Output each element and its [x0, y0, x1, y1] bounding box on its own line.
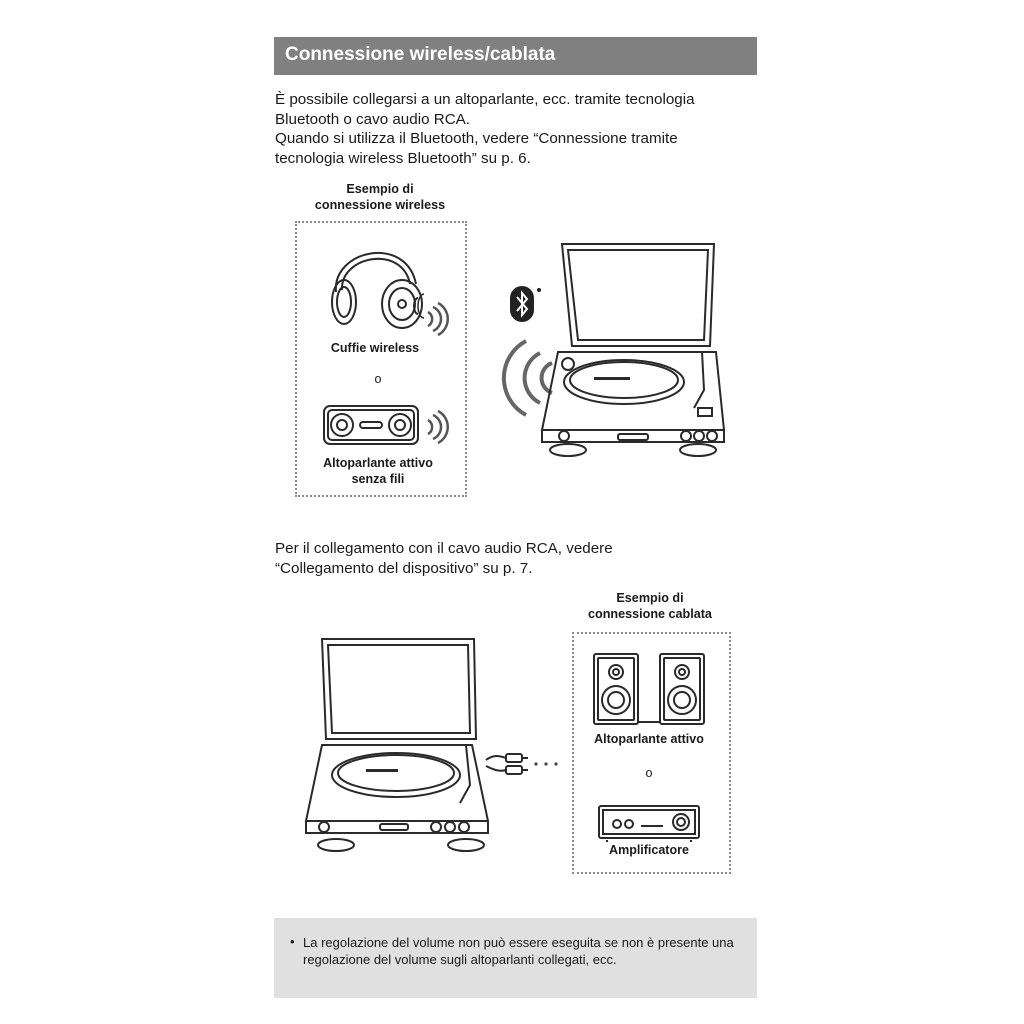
section-header — [274, 37, 757, 75]
intro-line: tecnologia wireless Bluetooth” su p. 6. — [275, 149, 531, 167]
or-label: o — [374, 372, 382, 386]
rca-cable-icon — [486, 748, 566, 784]
section-title: Connessione wireless/cablata — [285, 44, 556, 65]
wireless-speaker-label: Altoparlante attivo senza fili — [323, 456, 433, 486]
amplifier-icon — [597, 804, 701, 844]
intro-line: Quando si utilizza il Bluetooth, vedere “Connessione tramite — [275, 130, 678, 147]
headphones-label: Cuffie wireless — [330, 341, 420, 355]
wireless-speaker-icon — [322, 404, 420, 446]
rca-line: Per il collegamento con il cavo audio RCA, vedere — [275, 540, 613, 557]
intro-paragraph — [275, 90, 765, 168]
turntable-icon — [300, 635, 492, 857]
active-speaker-label: Altoparlante attivo — [594, 732, 704, 746]
amplifier-label: Amplificatore — [609, 843, 689, 857]
intro-line: È possibile collegarsi a un altoparlante, ecc. tramite tecnologia — [275, 91, 695, 108]
rca-paragraph — [275, 539, 765, 578]
note-text: La regolazione del volume non può essere eseguita se non è presente una regolazione del volume sugli altoparlanti collegati, ecc. — [303, 935, 734, 967]
sound-wave-icon — [424, 302, 444, 336]
wireless-example-title: Esempio di connessione wireless — [314, 182, 446, 212]
intro-line: Bluetooth o cavo audio RCA. — [275, 110, 471, 128]
turntable-icon — [538, 240, 728, 460]
sound-wave-icon — [424, 410, 444, 444]
note-box — [274, 918, 757, 998]
bookshelf-speakers-icon — [592, 652, 706, 726]
or-label: o — [645, 766, 653, 780]
headphones-icon — [322, 232, 432, 332]
wired-example-title: Esempio di connessione cablata — [588, 591, 712, 621]
rca-line: “Collegamento del dispositivo” su p. 7. — [275, 559, 533, 577]
note-bullet: • — [290, 934, 295, 949]
